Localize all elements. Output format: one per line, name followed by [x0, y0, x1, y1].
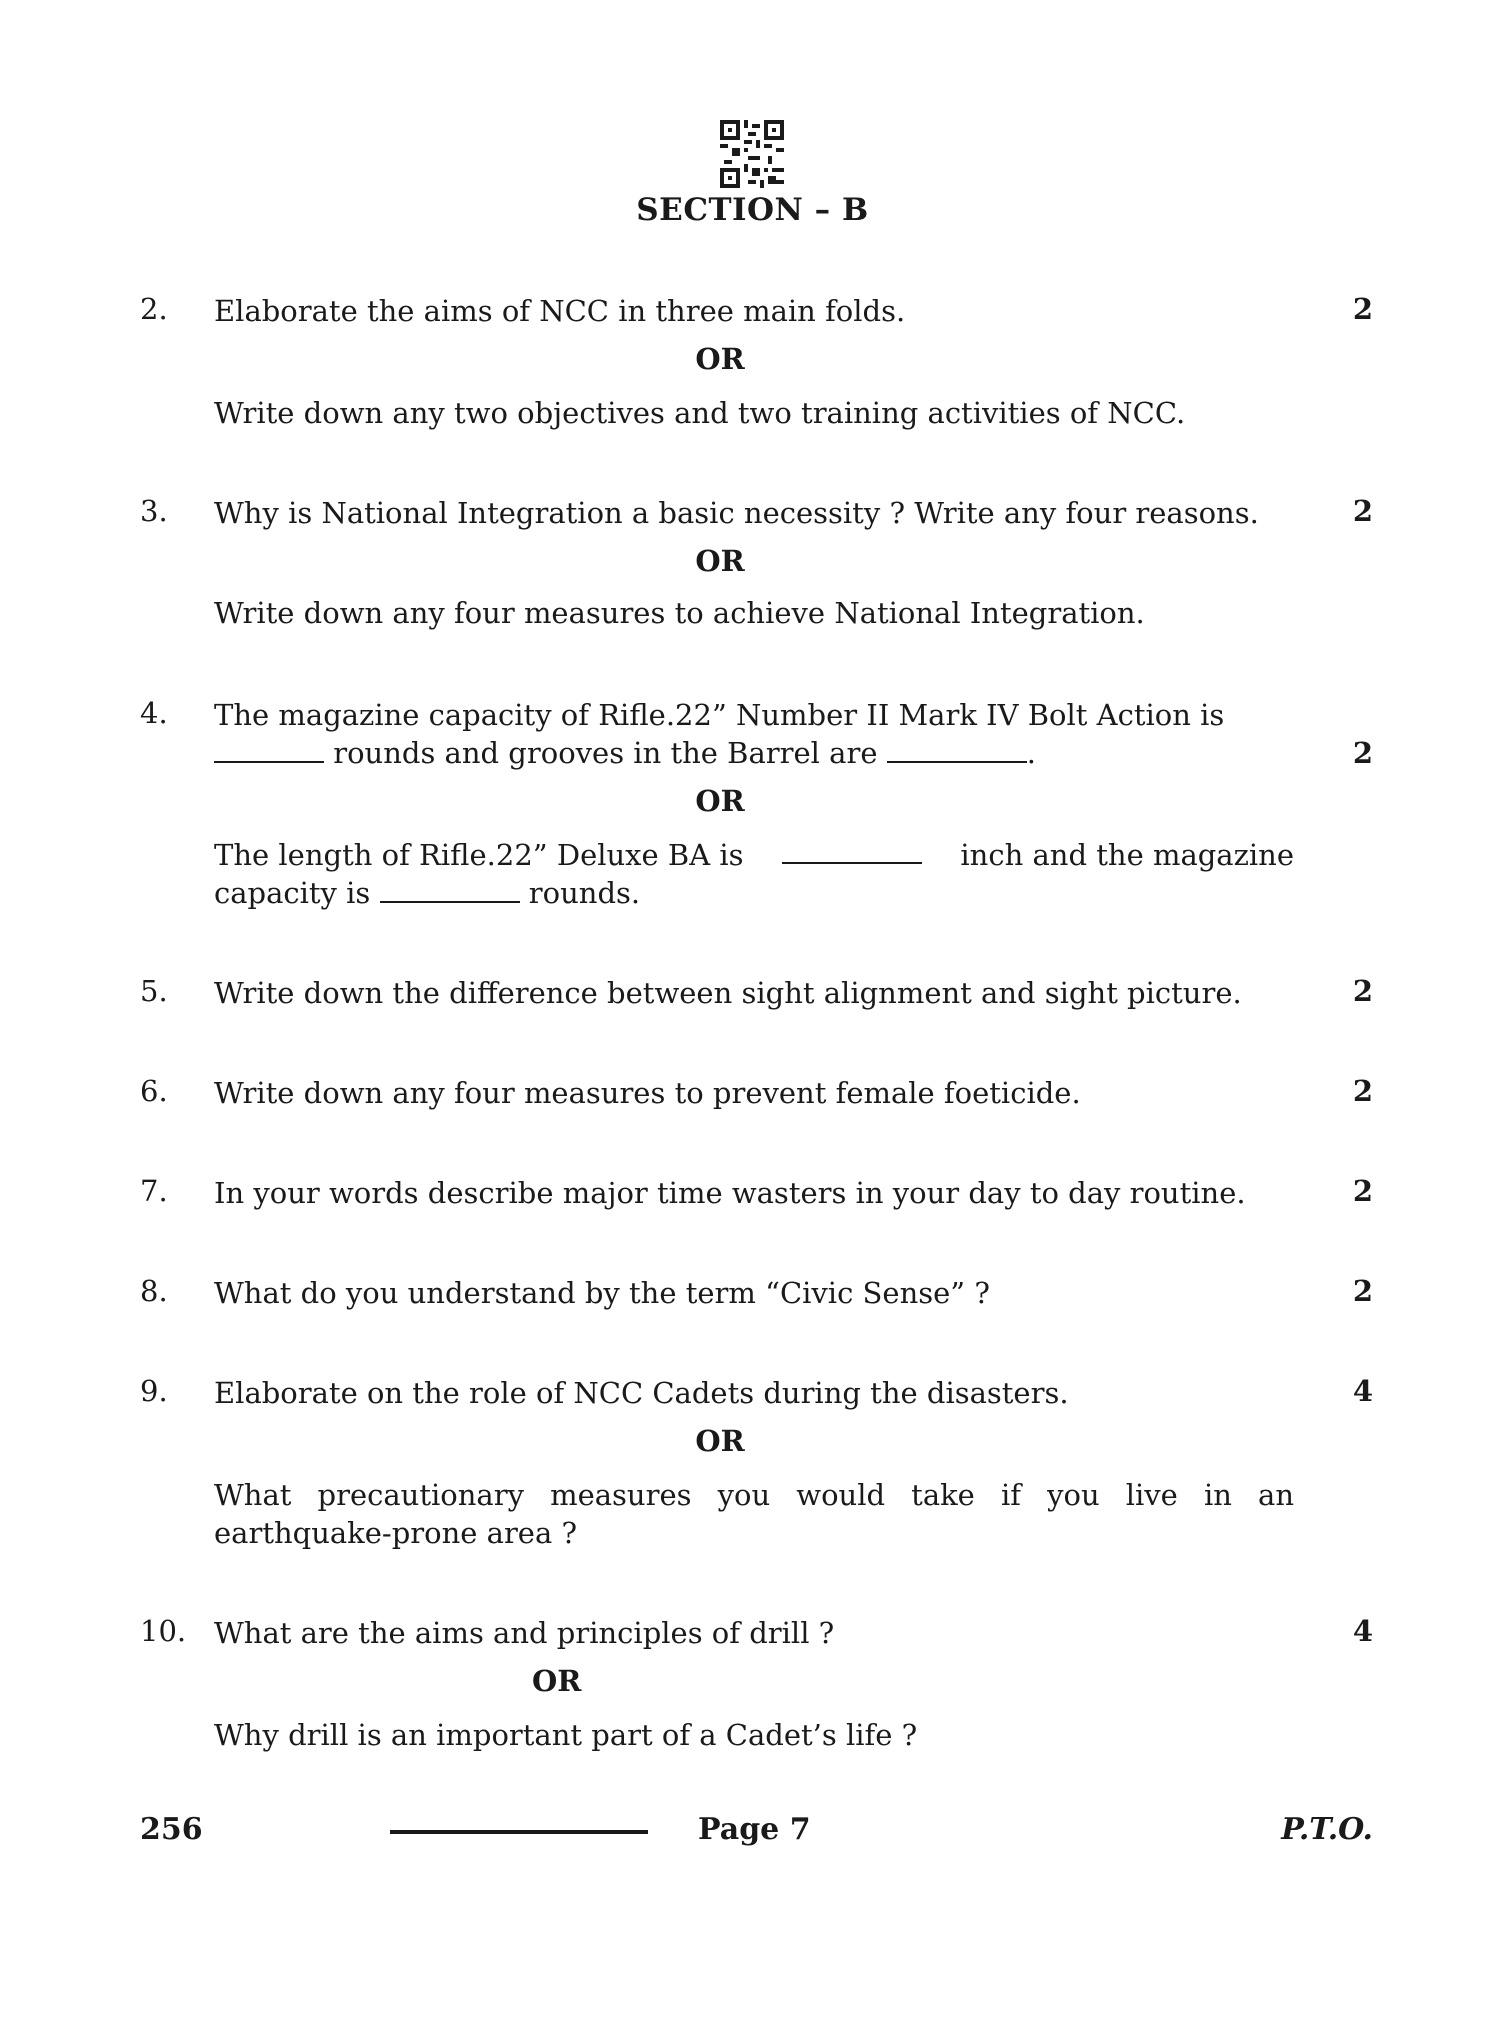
question-number: 7. — [140, 1174, 168, 1208]
question-text: Elaborate on the role of NCC Cadets during the disasters. — [214, 1376, 1069, 1410]
question-text: Write down the difference between sight alignment and sight picture. — [214, 976, 1242, 1010]
question-marks: 2 — [1352, 736, 1373, 770]
question-text: What do you understand by the term “Civic Sense” ? — [214, 1276, 990, 1310]
answer-blank — [782, 840, 922, 864]
alternate-text — [214, 836, 1304, 912]
question-text-part: . — [1026, 736, 1036, 770]
answer-blank — [214, 739, 324, 763]
alternate-text: Write down any four measures to achieve National Integration. — [214, 596, 1145, 630]
page-number: Page 7 — [698, 1812, 811, 1847]
alternate-text-part: The length of Rifle.22” Deluxe BA is — [214, 838, 744, 872]
or-label: OR — [695, 342, 745, 376]
question-marks: 2 — [1352, 292, 1373, 326]
or-label: OR — [532, 1664, 582, 1698]
question-text: What are the aims and principles of drill ? — [214, 1616, 835, 1650]
question-number: 10. — [140, 1614, 187, 1648]
section-title: SECTION – B — [636, 192, 869, 228]
question-number: 5. — [140, 974, 168, 1008]
footer-rule — [390, 1830, 648, 1834]
or-label: OR — [695, 1424, 745, 1458]
alternate-text-part: capacity is — [214, 876, 371, 910]
question-number: 8. — [140, 1274, 168, 1308]
question-marks: 2 — [1352, 974, 1373, 1008]
or-label: OR — [695, 784, 745, 818]
question-text: Why is National Integration a basic necessity ? Write any four reasons. — [214, 496, 1259, 530]
question-text-part: The magazine capacity of Rifle.22” Number II Mark IV Bolt Action is — [214, 698, 1225, 732]
question-marks: 2 — [1352, 1174, 1373, 1208]
alternate-text-part: inch and the magazine — [960, 838, 1294, 872]
question-number: 9. — [140, 1374, 168, 1408]
question-marks: 4 — [1352, 1374, 1373, 1408]
question-text — [214, 696, 1304, 772]
pto-label: P.T.O. — [1281, 1812, 1373, 1847]
question-number: 2. — [140, 292, 168, 326]
question-text: Elaborate the aims of NCC in three main folds. — [214, 294, 906, 328]
question-text-part: rounds and grooves in the Barrel are — [333, 736, 878, 770]
question-text: Write down any four measures to prevent female foeticide. — [214, 1076, 1081, 1110]
alternate-text: What precautionary measures you would take if you live in an earthquake-prone area ? — [214, 1478, 1294, 1550]
question-number: 6. — [140, 1074, 168, 1108]
question-marks: 2 — [1352, 1274, 1373, 1308]
alternate-text-part: rounds. — [528, 876, 641, 910]
question-text: In your words describe major time wasters in your day to day routine. — [214, 1176, 1246, 1210]
or-label: OR — [695, 544, 745, 578]
question-marks: 2 — [1352, 1074, 1373, 1108]
question-number: 4. — [140, 696, 168, 730]
answer-blank — [887, 739, 1027, 763]
alternate-text: Why drill is an important part of a Cadet’s life ? — [214, 1718, 918, 1752]
question-marks: 4 — [1352, 1614, 1373, 1648]
question-marks: 2 — [1352, 494, 1373, 528]
answer-blank — [380, 879, 520, 903]
qr-code-icon — [720, 120, 784, 188]
question-number: 3. — [140, 494, 168, 528]
alternate-text: Write down any two objectives and two training activities of NCC. — [214, 396, 1186, 430]
paper-code: 256 — [140, 1812, 203, 1847]
